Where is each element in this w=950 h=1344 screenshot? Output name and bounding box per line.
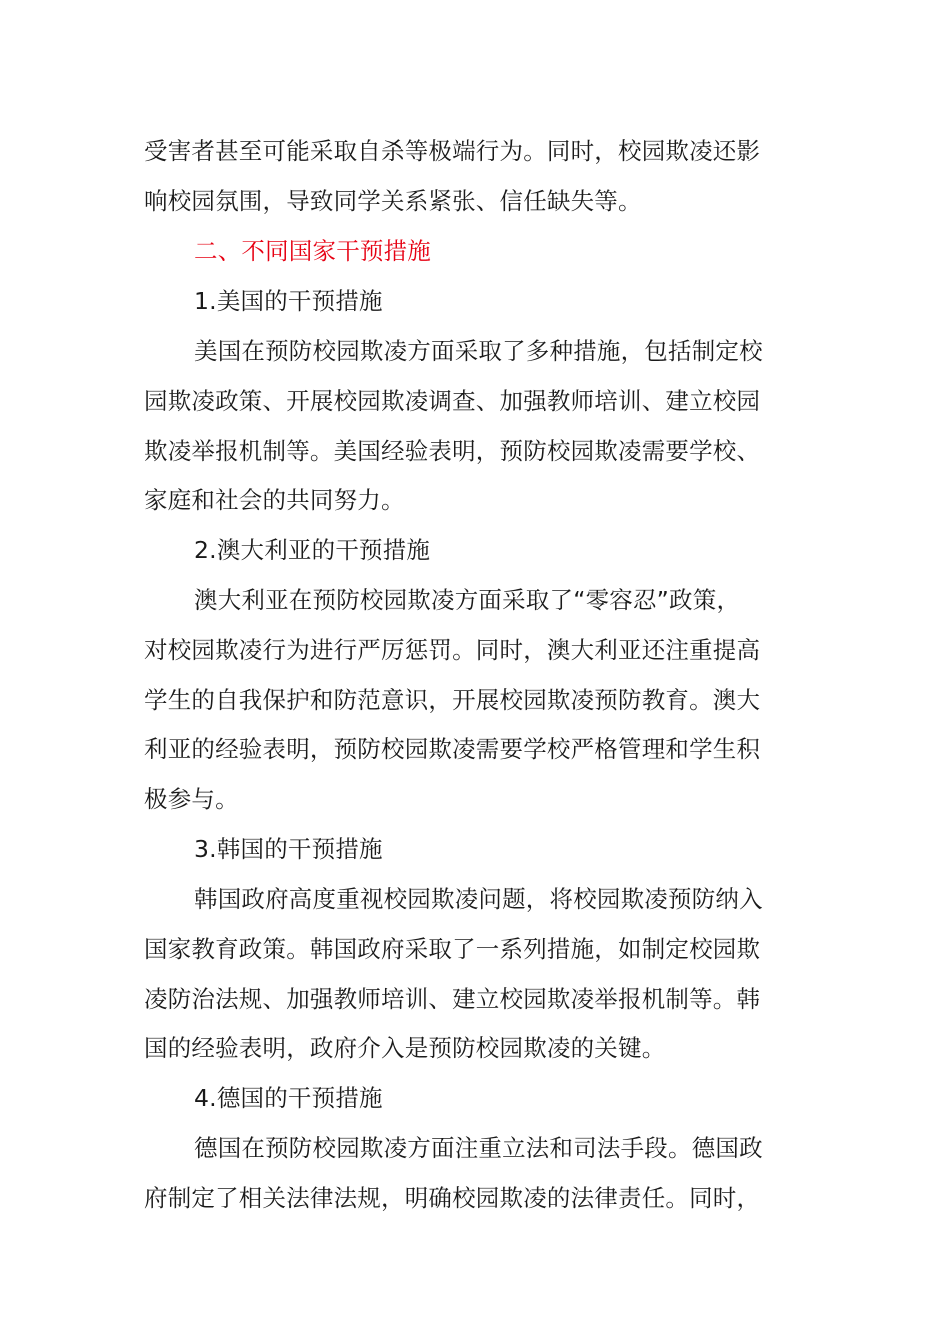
body-text-line: 极参与。 <box>144 785 239 813</box>
subheading-korea: 3.韩国的干预措施 <box>194 835 383 863</box>
subheading-germany: 4.德国的干预措施 <box>194 1084 383 1112</box>
body-text-line: 德国在预防校园欺凌方面注重立法和司法手段。德国政 <box>194 1134 763 1162</box>
body-text-line: 国的经验表明，政府介入是预防校园欺凌的关键。 <box>144 1034 666 1062</box>
subheading-australia: 2.澳大利亚的干预措施 <box>194 536 431 564</box>
body-text-line: 澳大利亚在预防校园欺凌方面采取了“零容忍”政策， <box>194 586 741 614</box>
body-text-line: 对校园欺凌行为进行严厉惩罚。同时，澳大利亚还注重提高 <box>144 636 761 664</box>
body-text-line: 韩国政府高度重视校园欺凌问题，将校园欺凌预防纳入 <box>194 885 763 913</box>
section-heading: 二、不同国家干预措施 <box>194 237 431 265</box>
body-text-line: 欺凌举报机制等。美国经验表明，预防校园欺凌需要学校、 <box>144 437 761 465</box>
body-text-line: 家庭和社会的共同努力。 <box>144 486 405 514</box>
body-text-line: 响校园氛围，导致同学关系紧张、信任缺失等。 <box>144 187 642 215</box>
body-text-line: 园欺凌政策、开展校园欺凌调查、加强教师培训、建立校园 <box>144 387 761 415</box>
body-text-line: 学生的自我保护和防范意识，开展校园欺凌预防教育。澳大 <box>144 686 761 714</box>
body-text-line: 国家教育政策。韩国政府采取了一系列措施，如制定校园欺 <box>144 935 761 963</box>
body-text-line: 美国在预防校园欺凌方面采取了多种措施，包括制定校 <box>194 337 763 365</box>
body-text-line: 受害者甚至可能采取自杀等极端行为。同时，校园欺凌还影 <box>144 137 761 165</box>
body-text-line: 凌防治法规、加强教师培训、建立校园欺凌举报机制等。韩 <box>144 985 761 1013</box>
subheading-usa: 1.美国的干预措施 <box>194 287 383 315</box>
body-text-line: 府制定了相关法律法规，明确校园欺凌的法律责任。同时， <box>144 1184 761 1212</box>
body-text-line: 利亚的经验表明，预防校园欺凌需要学校严格管理和学生积 <box>144 735 761 763</box>
